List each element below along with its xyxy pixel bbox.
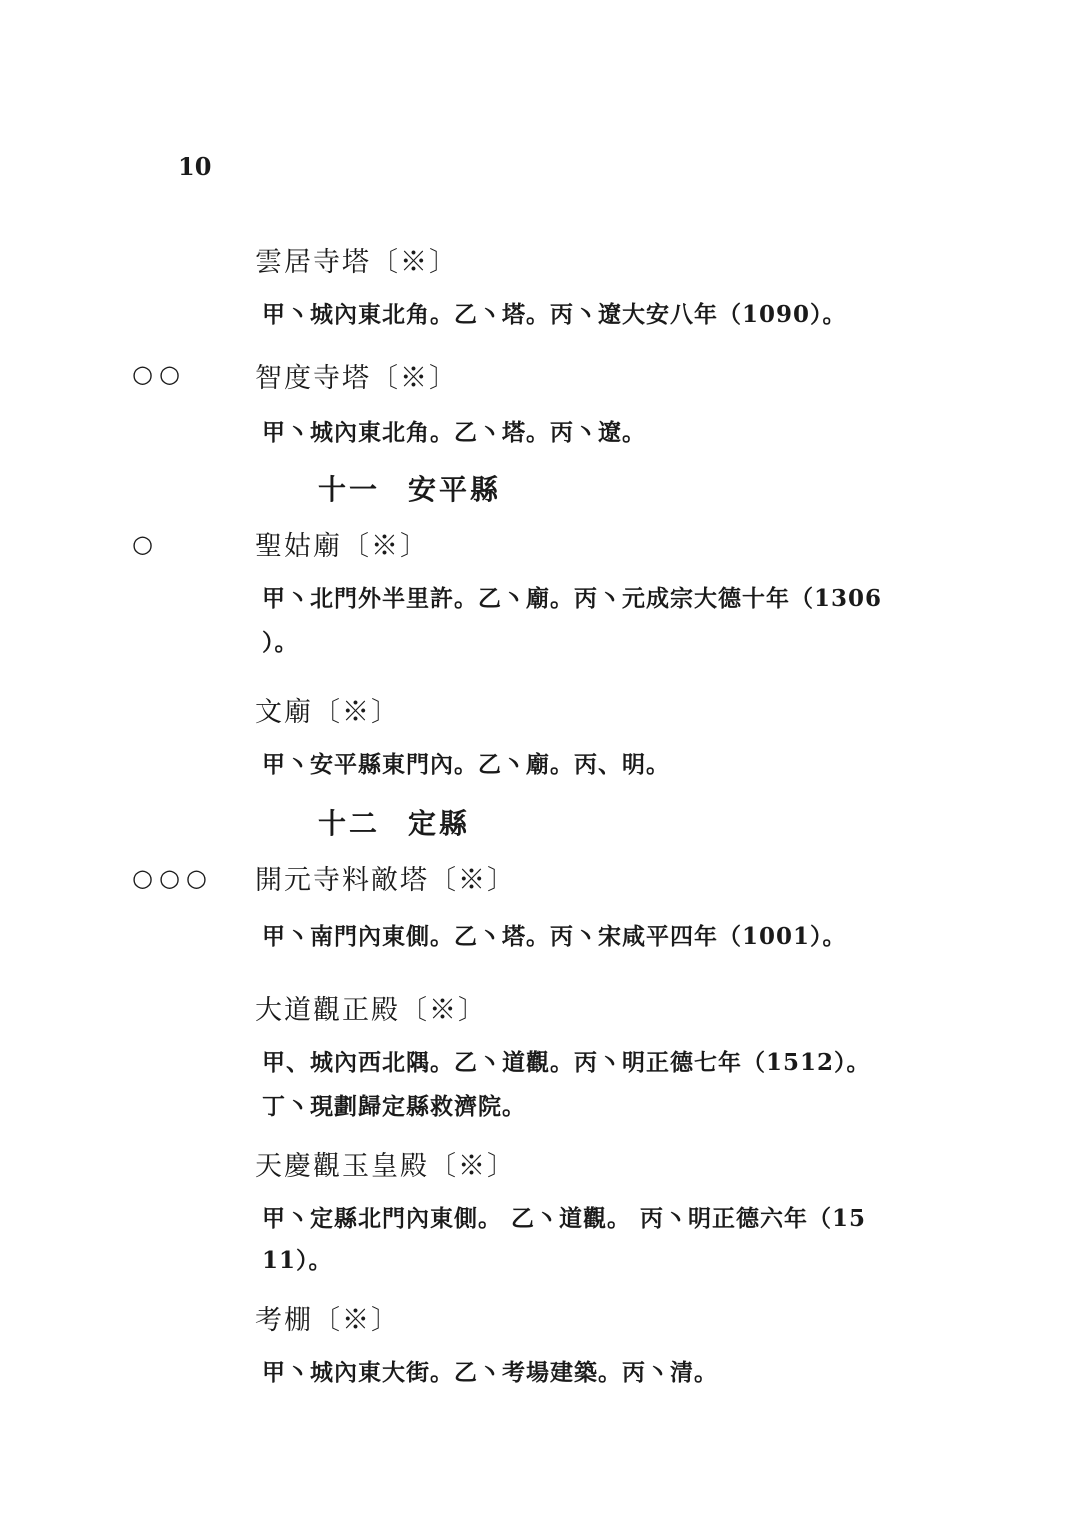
entry-title: 聖姑廟〔※〕 xyxy=(255,531,429,562)
grade-marks: ○ xyxy=(132,530,159,558)
entry-title: 大道觀正殿〔※〕 xyxy=(255,995,487,1026)
section-name: 安平縣 xyxy=(408,473,502,506)
entry-title: 考棚〔※〕 xyxy=(255,1305,400,1336)
entry-description: 甲丶定縣北門內東側。 乙丶道觀。 丙丶明正德六年（15 xyxy=(262,1205,867,1232)
entry-title: 智度寺塔〔※〕 xyxy=(255,363,458,394)
grade-marks: ○○○ xyxy=(132,864,213,892)
entry-title: 雲居寺塔〔※〕 xyxy=(255,247,458,278)
entry-description-continued: ）。 xyxy=(262,629,299,656)
page-number: 10 xyxy=(178,152,212,181)
entry-description: 甲丶城內東北角。乙丶塔。丙丶遼大安八年（1090）。 xyxy=(262,301,847,328)
section-number: 十二 xyxy=(318,807,381,840)
entry-description: 甲丶城內東北角。乙丶塔。丙丶遼。 xyxy=(262,419,646,446)
entry-description-continued: 丁丶現劃歸定縣救濟院。 xyxy=(262,1093,526,1120)
entry-title: 開元寺料敵塔〔※〕 xyxy=(255,865,516,896)
grade-marks: ○○ xyxy=(132,360,186,388)
entry-title: 文廟〔※〕 xyxy=(255,697,400,728)
entry-description: 甲丶安平縣東門內。乙丶廟。丙、明。 xyxy=(262,751,670,778)
entry-description: 甲丶北門外半里許。乙丶廟。丙丶元成宗大德十年（1306 xyxy=(262,585,883,612)
section-number: 十一 xyxy=(318,473,381,506)
entry-description-continued: 11）。 xyxy=(262,1247,333,1274)
section-heading xyxy=(318,468,501,508)
entry-description: 甲丶城內東大街。乙丶考場建築。丙丶清。 xyxy=(262,1359,718,1386)
entry-description: 甲丶南門內東側。乙丶塔。丙丶宋咸平四年（1001）。 xyxy=(262,923,847,950)
section-name: 定縣 xyxy=(408,807,471,840)
entry-description: 甲、城內西北隅。乙丶道觀。丙丶明正德七年（1512）。 xyxy=(262,1049,871,1076)
section-heading xyxy=(318,802,470,842)
entry-title: 天慶觀玉皇殿〔※〕 xyxy=(255,1151,516,1182)
